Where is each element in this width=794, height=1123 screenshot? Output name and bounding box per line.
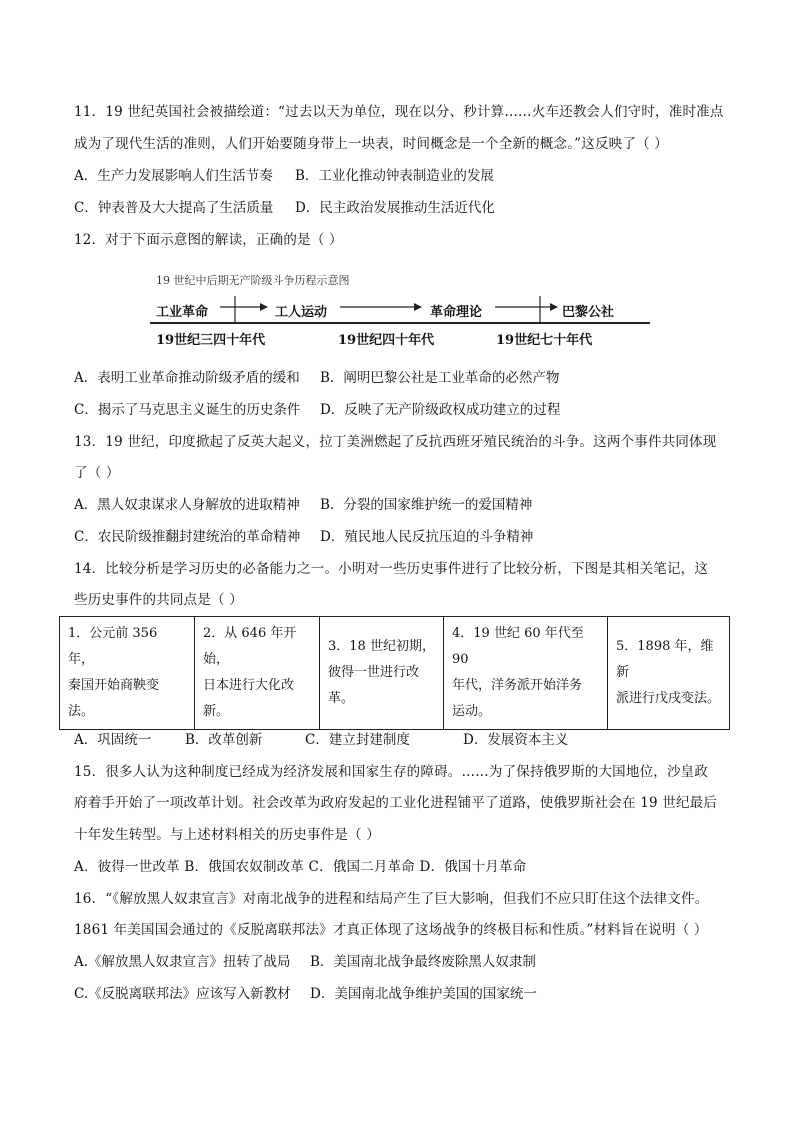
q16-stem-line1: 16．“《解放黑人奴隶宣言》对南北战争的进程和结局产生了巨大影响，但我们不应只盯住这个法律文件。 (74, 891, 709, 907)
diagram-period-2: 19世纪四十年代 (338, 333, 435, 348)
q11-option-b: B．工业化推动钟表制造业的发展 (295, 168, 494, 184)
q12-option-a: A．表明工业革命推动阶级矛盾的缓和 (74, 370, 300, 386)
diagram-stage-3: 革命理论 (430, 305, 483, 320)
q13-stem-line1: 13．19 世纪，印度掀起了反英大起义，拉丁美洲燃起了反抗西班牙殖民统治的斗争。这两个事件共同体现 (74, 434, 717, 450)
diagram-baseline (150, 322, 650, 324)
diagram-period-3: 19世纪七十年代 (496, 333, 593, 348)
diagram-period-1: 19世纪三四十年代 (156, 333, 266, 348)
q16-stem-line2: 1861 年美国国会通过的《反脱离联邦法》才真正体现了这场战争的终极目标和性质。”材料旨在说明（ ） (74, 922, 708, 938)
arrow-3-head (550, 303, 558, 311)
q12-option-d: D．反映了无产阶级政权成功建立的过程 (320, 402, 561, 418)
cell-4-line-1: 4．19 世纪 60 年代至 90 (452, 626, 584, 667)
table-cell-3 (320, 617, 444, 730)
cell-1-line-3: 法。 (68, 704, 95, 719)
q13-option-d: D．殖民地人民反抗压迫的斗争精神 (320, 529, 534, 545)
q15-stem-line3: 十年发生转型。与上述材料相关的历史事件是（ ） (74, 827, 380, 843)
struggle-timeline-diagram (150, 272, 655, 352)
q14-stem-line2: 些历史事件的共同点是（ ） (74, 592, 243, 608)
diagram-stage-1: 工业革命 (156, 305, 209, 320)
arrow-1-head (260, 303, 268, 311)
q13-option-c: C．农民阶级推翻封建统治的革命精神 (74, 529, 301, 545)
cell-2-line-2: 日本进行大化改 (203, 678, 295, 693)
cell-1-line-2: 秦国开始商鞅变 (68, 678, 160, 693)
table-cell-4 (444, 617, 608, 730)
cell-5-line-1: 5．1898 年，维新 (616, 639, 714, 680)
q14-option-c: C．建立封建制度 (305, 732, 410, 748)
cell-2-line-1: 2．从 646 年开始， (203, 626, 297, 667)
q11-option-d: D．民主政治发展推动生活近代化 (295, 200, 495, 216)
q13-stem-line2: 了（ ） (74, 465, 120, 481)
q14-option-a: A．巩固统一 (74, 732, 152, 748)
cell-4-line-3: 运动。 (452, 704, 492, 719)
cell-3-line-2: 彼得一世进行改 (328, 665, 420, 680)
cell-3-line-3: 革。 (328, 691, 355, 706)
q12-stem-line1: 12．对于下面示意图的解读，正确的是（ ） (74, 232, 343, 248)
q16-option-d: D．美国南北战争维护美国的国家统一 (310, 986, 537, 1002)
q11-option-a: A．生产力发展影响人们生活节奏 (74, 168, 273, 184)
q14-option-d: D．发展资本主义 (463, 732, 569, 748)
cell-1-line-1: 1．公元前 356 年， (68, 626, 158, 667)
diagram-arrows (150, 292, 655, 326)
q16-option-b: B．美国南北战争最终废除黑人奴隶制 (310, 954, 536, 970)
table-row (60, 617, 730, 730)
diagram-stage-4: 巴黎公社 (562, 305, 615, 320)
q12-option-c: C．揭示了马克思主义诞生的历史条件 (74, 402, 301, 418)
cell-4-line-2: 年代，洋务派开始洋务 (452, 678, 583, 693)
table-cell-1 (60, 617, 195, 730)
q15-stem-line1: 15．很多人认为这种制度已经成为经济发展和国家生存的障碍。……为了保持俄罗斯的大国地位，沙皇政 (74, 764, 709, 780)
cell-2-line-3: 新。 (203, 704, 230, 719)
q16-option-a: A.《解放黑人奴隶宣言》扭转了战局 (74, 954, 291, 970)
reform-notes-table (59, 616, 730, 730)
q13-option-b: B．分裂的国家维护统一的爱国精神 (320, 497, 533, 513)
q11-stem-line2: 成为了现代生活的准则，人们开始要随身带上一块表，时间概念是一个全新的概念。”这反映了（ ） (74, 136, 668, 152)
q12-option-b: B．阐明巴黎公社是工业革命的必然产物 (320, 370, 560, 386)
q14-option-b: B．改革创新 (185, 732, 263, 748)
diagram-title: 19 世纪中后期无产阶级斗争历程示意图 (156, 274, 350, 287)
cell-3-line-1: 3．18 世纪初期， (328, 639, 435, 654)
q14-stem-line1: 14．比较分析是学习历史的必备能力之一。小明对一些历史事件进行了比较分析，下图是其相关笔记，这 (74, 561, 709, 577)
q11-option-c: C．钟表普及大大提高了生活质量 (74, 200, 274, 216)
table-cell-2 (195, 617, 320, 730)
arrow-2-head (414, 303, 422, 311)
q16-option-c: C.《反脱离联邦法》应该写入新教材 (74, 986, 291, 1002)
q11-stem-line1: 11．19 世纪英国社会被描绘道：“过去以天为单位，现在以分、秒计算……火车还教会人们守时，准时准点 (74, 104, 724, 120)
q15-options: A．彼得一世改革 B．俄国农奴制改革 C．俄国二月革命 D．俄国十月革命 (74, 859, 527, 875)
q15-stem-line2: 府着手开始了一项改革计划。社会改革为政府发起的工业化进程铺平了道路，使俄罗斯社会在 19 世纪最后 (74, 795, 718, 811)
table-cell-5 (608, 617, 730, 730)
diagram-stage-2: 工人运动 (275, 305, 328, 320)
cell-5-line-2: 派进行戊戌变法。 (616, 691, 721, 706)
q13-option-a: A．黑人奴隶谋求人身解放的进取精神 (74, 497, 300, 513)
